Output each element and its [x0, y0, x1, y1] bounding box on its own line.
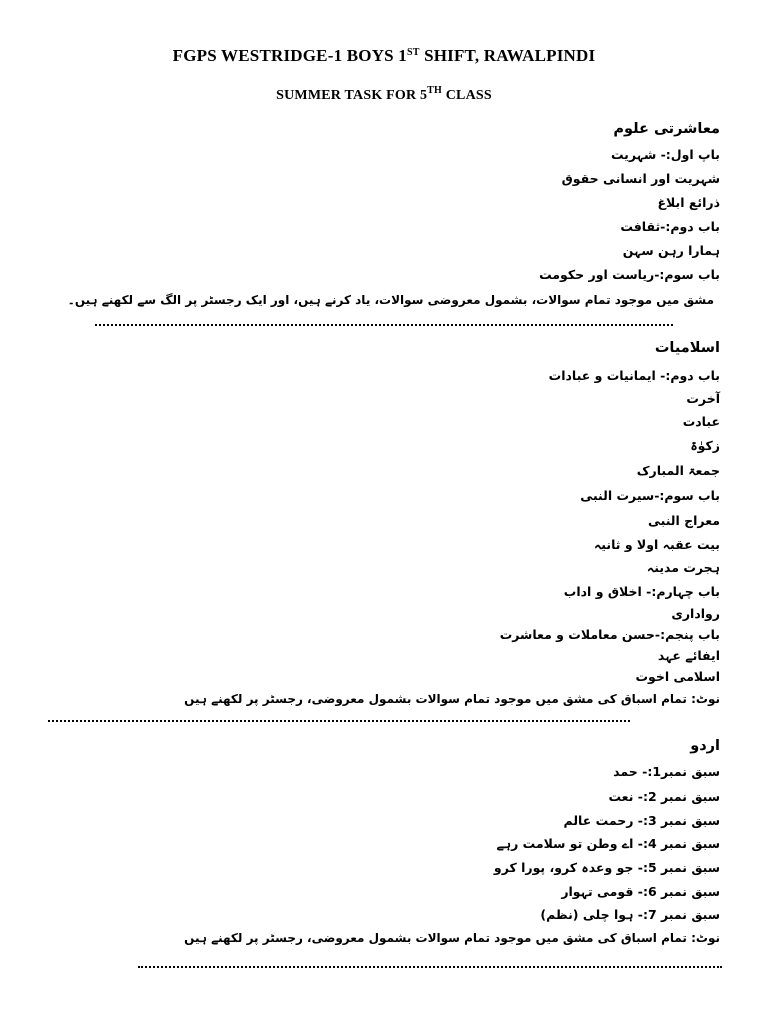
task-heading-suffix: CLASS: [442, 88, 492, 103]
islamiyat-line: باب سوم:-سیرت النبی: [580, 488, 720, 503]
section-divider: [48, 720, 630, 722]
urdu-line: سبق نمبر 7:- ہوا چلی (نظم): [540, 907, 720, 922]
islamiyat-line: باب چہارم:- اخلاق و اداب: [563, 584, 720, 599]
urdu-line: سبق نمبر 2:- نعت: [608, 789, 720, 804]
islamiyat-line: اسلامی اخوت: [635, 669, 720, 684]
social-studies-line: باب سوم:-ریاست اور حکومت: [539, 267, 720, 282]
section-divider: [95, 324, 673, 326]
task-heading-superscript: TH: [427, 85, 443, 96]
urdu-line: سبق نمبر1:- حمد: [613, 764, 720, 779]
urdu-line: سبق نمبر 5:- جو وعدہ کرو، پورا کرو: [493, 860, 720, 875]
social-studies-note: مشق میں موجود تمام سوالات، بشمول معروضی سوالات، یاد کرنے ہیں، اور ایک رجسٹر پر الگ سے لکھنے ہیں۔: [67, 293, 714, 307]
social-studies-line: ذرائع ابلاغ: [657, 195, 720, 210]
islamiyat-line: بیت عقبہ اولا و ثانیہ: [593, 537, 720, 552]
islamiyat-title: اسلامیات: [654, 340, 720, 356]
task-heading-prefix: SUMMER TASK FOR 5: [276, 88, 428, 103]
islamiyat-line: رواداری: [671, 606, 720, 621]
school-heading-suffix: SHIFT, RAWALPINDI: [419, 46, 596, 65]
school-heading-superscript: ST: [406, 47, 420, 58]
islamiyat-line: ایفائے عہد: [657, 648, 720, 663]
urdu-line: سبق نمبر 4:- اے وطن تو سلامت رہے: [496, 836, 720, 851]
urdu-line: سبق نمبر 3:- رحمت عالم: [563, 813, 720, 828]
urdu-note: نوٹ: تمام اسباق کی مشق میں موجود تمام سوالات بشمول معروضی، رجسٹر پر لکھنے ہیں: [184, 931, 720, 945]
urdu-title: اردو: [690, 738, 720, 754]
islamiyat-line: جمعۃ المبارک: [636, 463, 720, 478]
urdu-line: سبق نمبر 6:- قومی تہوار: [561, 884, 720, 899]
islamiyat-line: معراج النبی: [647, 513, 720, 528]
social-studies-title: معاشرتی علوم: [613, 121, 720, 137]
islamiyat-note: نوٹ: تمام اسباق کی مشق میں موجود تمام سوالات بشمول معروضی، رجسٹر پر لکھنے ہیں: [184, 692, 720, 706]
school-heading: [0, 46, 768, 66]
social-studies-line: باپ اول:- شہریت: [610, 147, 720, 162]
islamiyat-line: باب دوم:- ایمانیات و عبادات: [548, 368, 720, 383]
social-studies-line: باب دوم:-ثقافت: [620, 219, 720, 234]
islamiyat-line: آخرت: [686, 391, 720, 406]
islamiyat-line: زکوٰۃ: [690, 438, 720, 453]
task-heading: [0, 85, 768, 104]
section-divider: [138, 966, 722, 968]
social-studies-line: ہمارا رہن سہن: [622, 243, 720, 258]
islamiyat-line: باب پنجم:-حسن معاملات و معاشرت: [499, 627, 720, 642]
school-heading-prefix: FGPS WESTRIDGE-1 BOYS 1: [172, 46, 407, 65]
islamiyat-line: ہجرت مدینہ: [646, 560, 720, 575]
social-studies-line: شہریت اور انسانی حقوق: [561, 171, 720, 186]
islamiyat-line: عبادت: [682, 414, 720, 429]
